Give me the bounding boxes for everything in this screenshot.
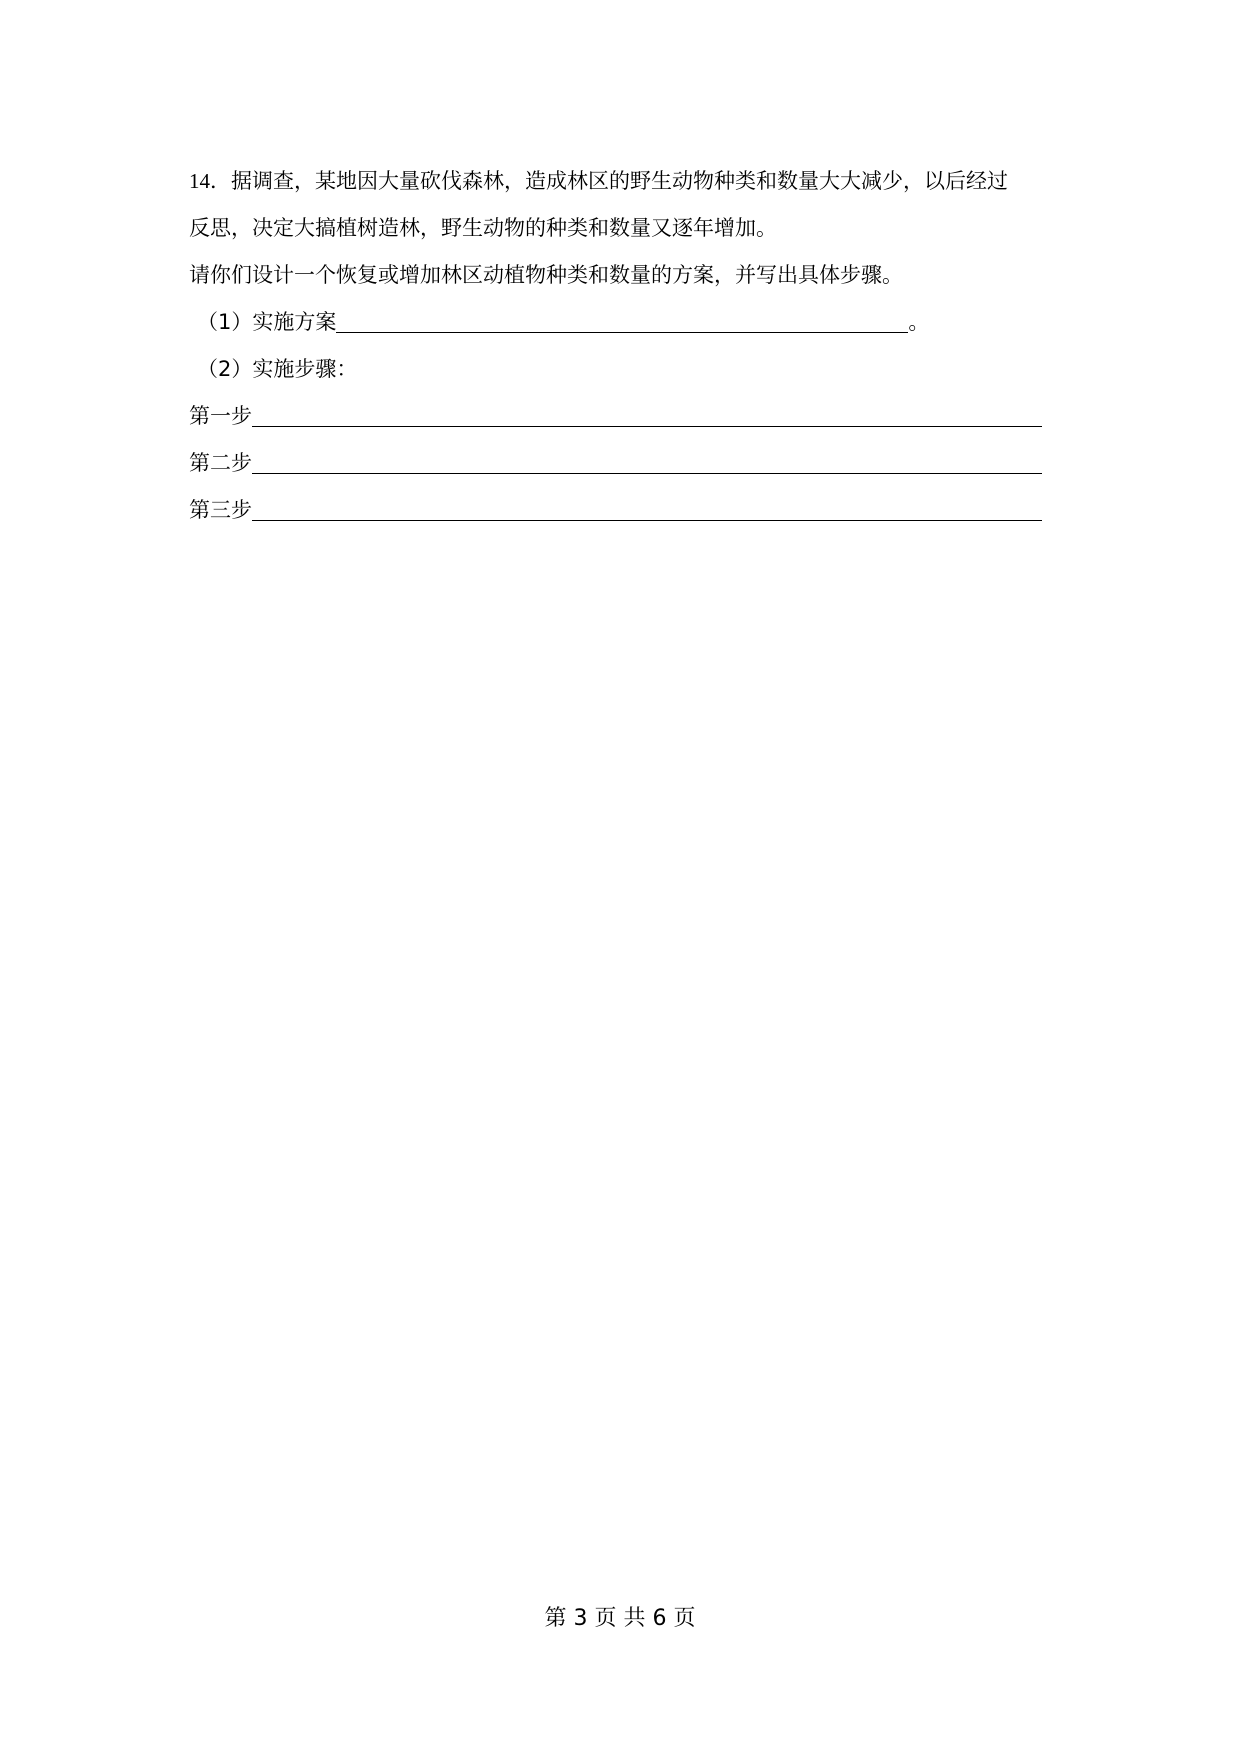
- step-3-label: 第三步: [189, 498, 252, 522]
- part1-line: [189, 299, 1069, 346]
- plan-answer-blank[interactable]: [336, 306, 908, 333]
- instruction-text: 请你们设计一个恢复或增加林区动植物种类和数量的方案，并写出具体步骤。: [189, 263, 903, 287]
- step-1-label: 第一步: [189, 404, 252, 428]
- part2-label: （2）实施步骤：: [197, 357, 358, 381]
- step-2-label: 第二步: [189, 451, 252, 475]
- question-number: 14．: [189, 169, 231, 193]
- instruction-line: [189, 252, 1069, 299]
- question-text-line-2: 反思，决定大搞植树造林，野生动物的种类和数量又逐年增加。: [189, 216, 777, 240]
- step-2-answer-blank[interactable]: [252, 447, 1042, 474]
- part1-end-mark: 。: [908, 310, 930, 334]
- page-footer: [0, 1604, 1240, 1634]
- page-number-text: 第 3 页 共 6 页: [544, 1606, 696, 1631]
- step-3-answer-blank[interactable]: [252, 494, 1042, 521]
- question-text-line-1: 据调查，某地因大量砍伐森林，造成林区的野生动物种类和数量大大减少，以后经过: [231, 169, 1008, 193]
- step-line-2: [189, 440, 1069, 487]
- step-line-1: [189, 393, 1069, 440]
- step-1-answer-blank[interactable]: [252, 400, 1042, 427]
- question-line-2: [189, 205, 1069, 252]
- question-block: [189, 158, 1069, 534]
- part1-label: （1）实施方案: [197, 310, 337, 334]
- step-line-3: [189, 487, 1069, 534]
- part2-line: [189, 346, 1069, 393]
- question-line-1: [189, 158, 1069, 205]
